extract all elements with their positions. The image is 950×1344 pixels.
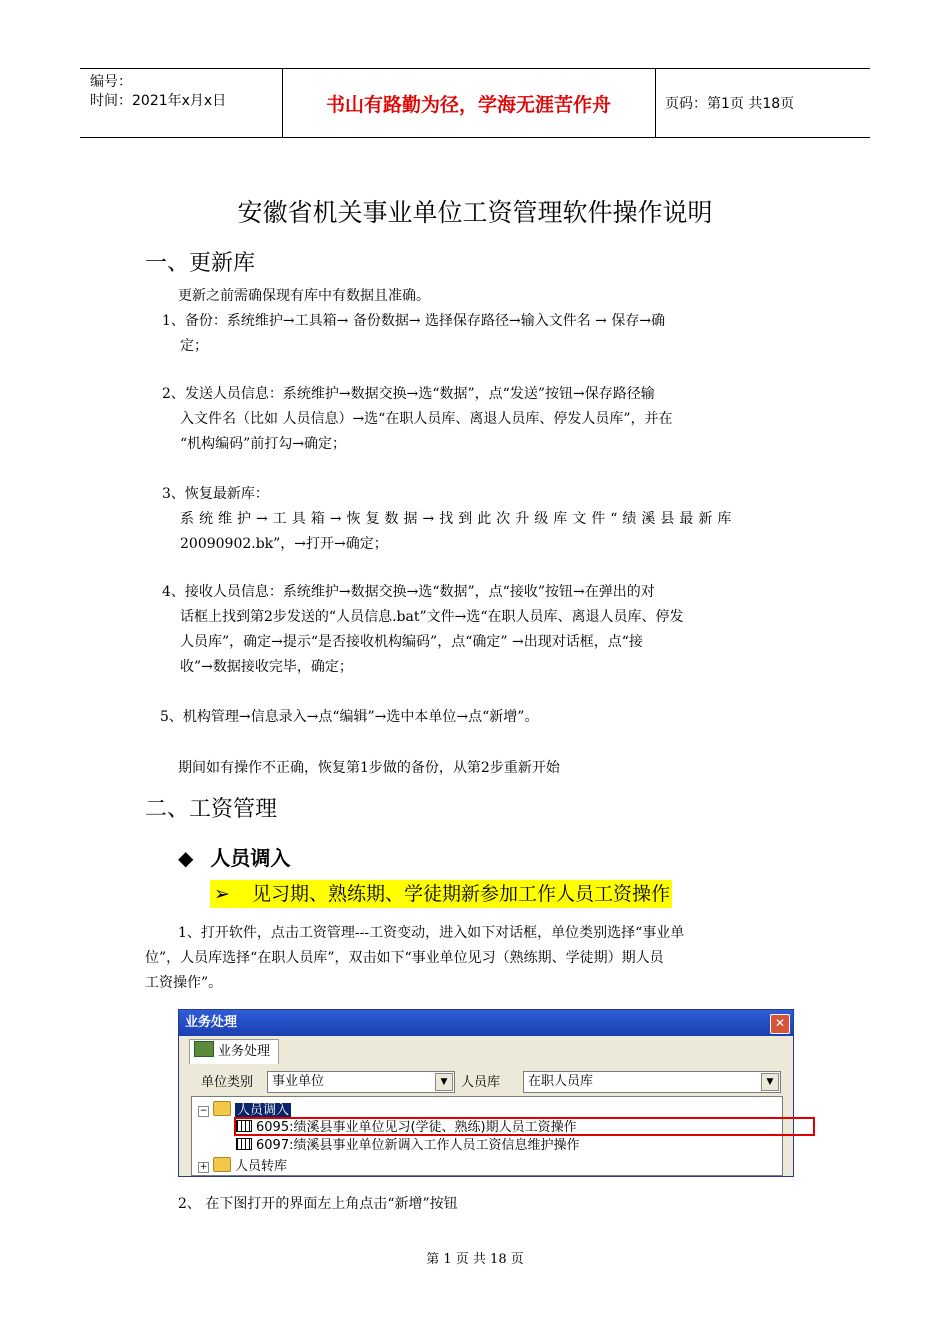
tree-item-6097[interactable]	[236, 1137, 579, 1155]
para2: 2、 在下图打开的界面左上角点击“新增”按钮	[178, 1196, 458, 1212]
staff-db-value: 在职人员库	[528, 1074, 594, 1089]
header-meta	[90, 73, 226, 111]
para1-line3: 工资操作”。	[145, 975, 223, 991]
staff-db-select[interactable]	[523, 1071, 781, 1093]
step4-line2: 话框上找到第2步发送的“人员信息.bat”文件→选“在职人员库、离退人员库、停发	[180, 609, 684, 625]
time-label: 时间：2021年x月x日	[90, 93, 227, 109]
tree-node-label: 人员调入	[237, 1103, 290, 1118]
header-page-info: 页码：第1页 共18页	[665, 96, 795, 112]
folder-icon	[213, 1157, 231, 1172]
step2-line1: 2、发送人员信息：系统维护→数据交换→选“数据”，点“发送”按钮→保存路径输	[162, 386, 655, 402]
step1-line2: 定；	[180, 338, 208, 354]
folder-icon	[213, 1101, 231, 1116]
section1-intro: 更新之前需确保现有库中有数据且准确。	[178, 288, 430, 304]
dialog-title: 业务处理	[179, 1010, 793, 1036]
serial-label: 编号：	[90, 74, 132, 90]
collapse-icon[interactable]: −	[199, 1106, 208, 1116]
step1-line1: 1、备份：系统维护→工具箱→ 备份数据→ 选择保存路径→输入文件名 → 保存→确	[162, 313, 666, 329]
chevron-down-icon[interactable]: ▼	[435, 1073, 453, 1091]
unit-type-label: 单位类别	[201, 1075, 254, 1090]
step5: 5、机构管理→信息录入→点“编辑”→选中本单位→点“新增”。	[160, 709, 539, 725]
close-icon[interactable]: ✕	[770, 1014, 790, 1034]
business-processing-dialog-screenshot	[178, 1009, 794, 1177]
step3-line1: 3、恢复最新库：	[162, 486, 269, 502]
tree-item-label: 6097:绩溪县事业单位新调入工作人员工资信息维护操作	[256, 1138, 580, 1153]
unit-type-select[interactable]	[267, 1071, 455, 1093]
diamond-bullet-icon: ◆	[178, 846, 194, 870]
subsection-staff-transfer-in	[178, 842, 290, 871]
step2-line2: 入文件名（比如 人员信息）→选“在职人员库、离退人员库、停发人员库”，并在	[180, 411, 673, 427]
highlighted-subsubsection	[210, 880, 672, 908]
table-icon	[236, 1138, 252, 1150]
staff-db-label: 人员库	[461, 1075, 501, 1090]
para1-line2: 位”，人员库选择“在职人员库”，双击如下“事业单位见习（熟练期、学徒期）期人员	[145, 950, 664, 966]
expand-icon[interactable]: +	[199, 1162, 208, 1172]
para1-line1: 1、打开软件，点击工资管理---工资变动，进入如下对话框，单位类别选择“事业单	[178, 925, 685, 941]
tree-item-label: 6095:绩溪县事业单位见习(学徒、熟练)期人员工资操作	[256, 1120, 577, 1135]
document-title: 安徽省机关事业单位工资管理软件操作说明	[237, 198, 713, 227]
header-motto: 书山有路勤为径，学海无涯苦作舟	[325, 93, 611, 116]
page-footer: 第 1 页 共 18 页	[426, 1252, 524, 1267]
tree-node-label: 人员转库	[235, 1159, 288, 1174]
red-highlight-box	[234, 1117, 815, 1136]
step3-line3: 20090902.bk”，→打开→确定；	[180, 536, 388, 552]
arrow-bullet-icon: ➢	[214, 883, 230, 905]
step3-line2: 系统维护→工具箱→恢复数据→找到此次升级库文件“绩溪县最新库	[180, 511, 737, 527]
step2-line3: “机构编码”前打勾→确定；	[180, 436, 347, 452]
subsection-title: 人员调入	[210, 846, 291, 870]
tree-node-staff-transfer-db[interactable]	[198, 1157, 287, 1176]
header-divider	[655, 69, 656, 137]
checklist-icon	[194, 1041, 214, 1057]
subsubsection-title: 见习期、熟练期、学徒期新参加工作人员工资操作	[251, 883, 670, 905]
step4-line3: 人员库”，确定→提示“是否接收机构编码”，点“确定” →出现对话框，点“接	[180, 634, 643, 650]
tab-label: 业务处理	[218, 1044, 271, 1059]
page-header-table	[80, 68, 870, 138]
tab-business-processing[interactable]	[189, 1039, 279, 1064]
chevron-down-icon[interactable]: ▼	[761, 1073, 779, 1091]
step4-line4: 收”→数据接收完毕，确定；	[180, 659, 353, 675]
unit-type-value: 事业单位	[272, 1074, 325, 1089]
section-heading-update-db: 一、更新库	[145, 251, 256, 276]
section-heading-salary-mgmt: 二、工资管理	[145, 797, 278, 822]
business-tree	[191, 1096, 783, 1176]
section1-note: 期间如有操作不正确，恢复第1步做的备份，从第2步重新开始	[178, 760, 560, 776]
step4-line1: 4、接收人员信息：系统维护→数据交换→选“数据”，点“接收”按钮→在弹出的对	[162, 584, 655, 600]
